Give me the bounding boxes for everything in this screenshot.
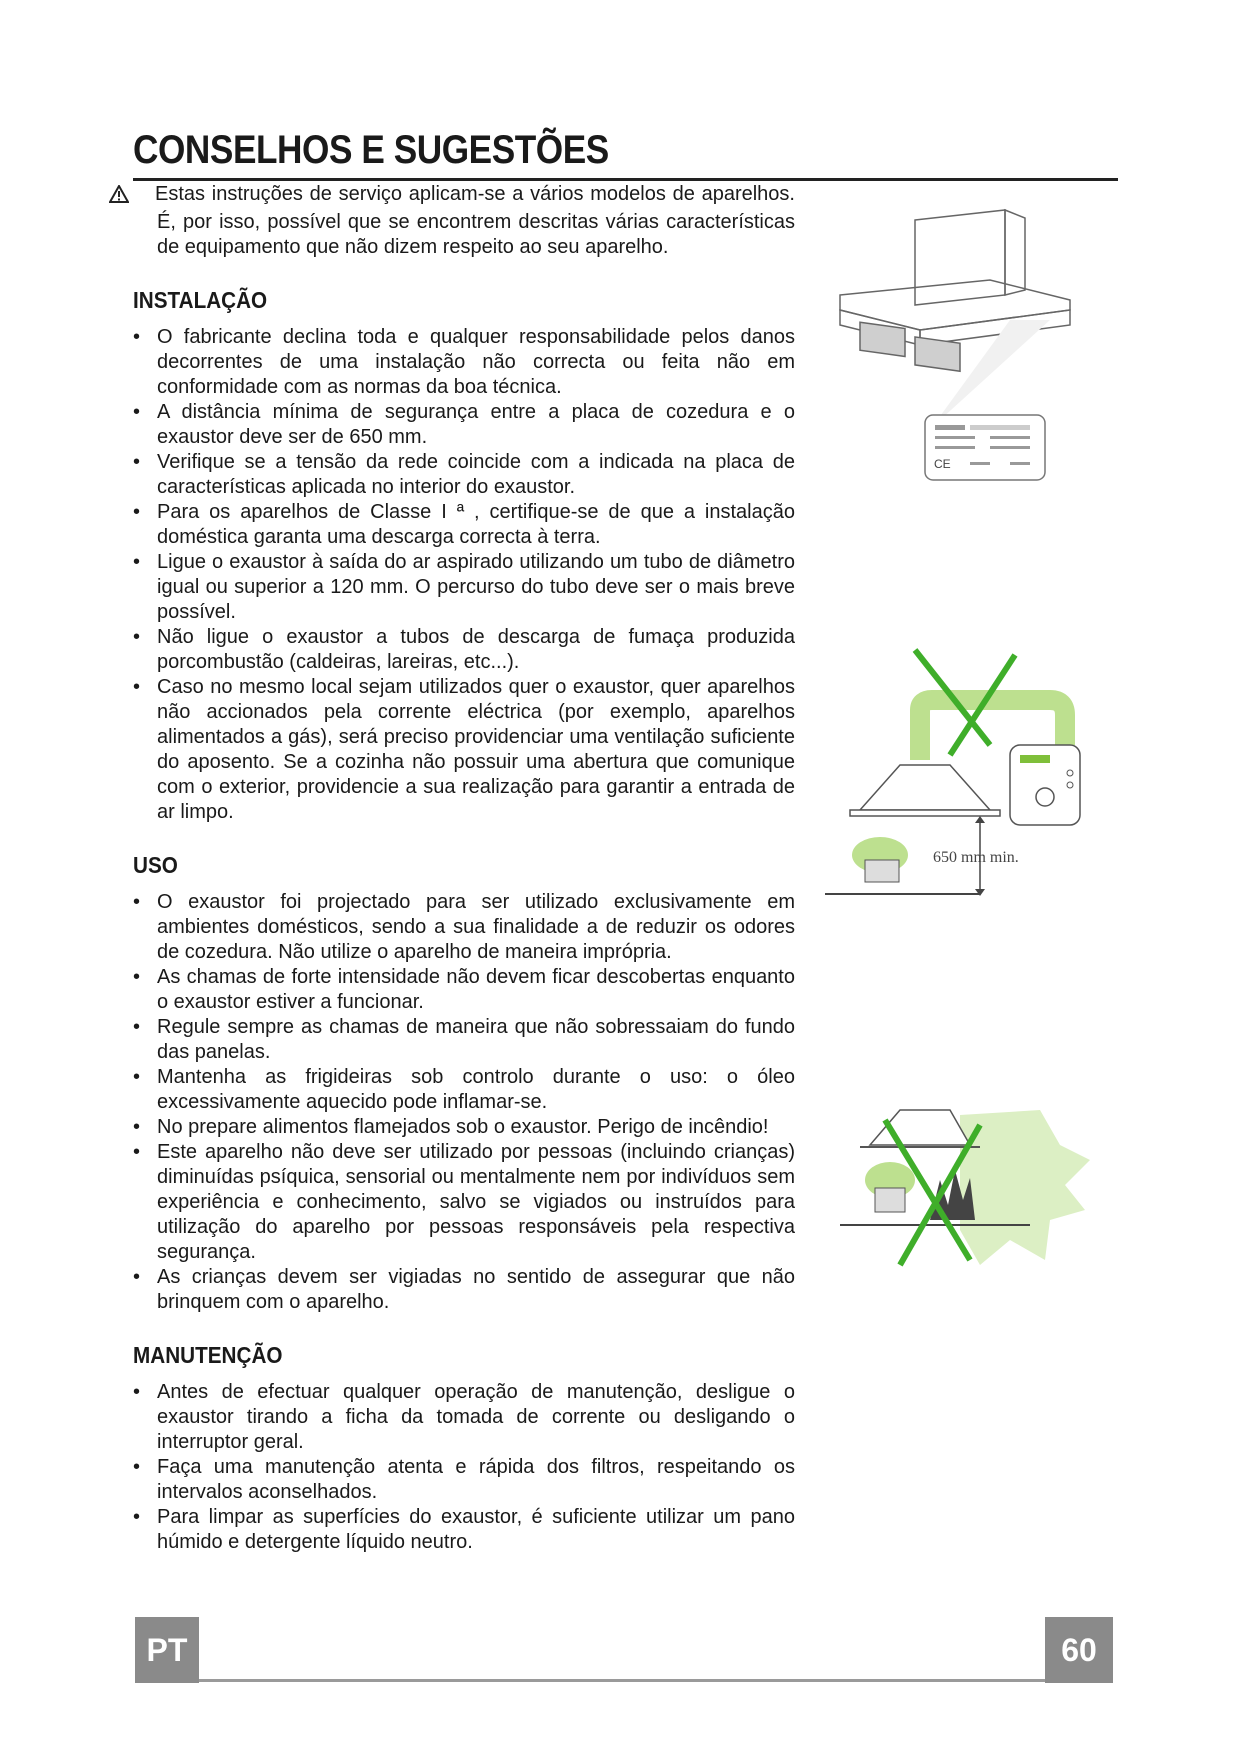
list-item: • Regule sempre as chamas de maneira que não sobressaiam do fundo das panelas. — [133, 1015, 795, 1065]
section-title-manutencao: MANUTENÇÃO — [133, 1342, 283, 1368]
section-title-uso: USO — [133, 852, 178, 878]
list-item: • O exaustor foi projectado para ser utilizado exclusivamente em ambientes domésticos, sendo a sua finalidade a de reduzir os odores de cozedura. Não utilize o aparelho de maneira imprópria. — [133, 890, 795, 965]
page-title: CONSELHOS E SUGESTÕES — [133, 128, 609, 172]
intro-paragraph — [133, 182, 795, 260]
list-item: • Não ligue o exaustor a tubos de descarga de fumaça produzida porcombustão (caldeiras, lareiras, etc...). — [133, 625, 795, 675]
list-manutencao — [133, 1380, 795, 1555]
list-item: • Faça uma manutenção atenta e rápida dos filtros, respeitando os intervalos aconselhados. — [133, 1455, 795, 1505]
distance-label: 650 mm min. — [933, 849, 1019, 866]
list-uso — [133, 890, 795, 1315]
list-item: • As crianças devem ser vigiadas no sentido de assegurar que não brinquem com o aparelho. — [133, 1265, 795, 1315]
list-item: • No prepare alimentos flamejados sob o exaustor. Perigo de incêndio! — [133, 1115, 795, 1140]
page-number: 60 — [1045, 1617, 1113, 1683]
list-item: • As chamas de forte intensidade não devem ficar descobertas enquanto o exaustor estiver a funcionar. — [133, 965, 795, 1015]
list-item: • Antes de efectuar qualquer operação de manutenção, desligue o exaustor tirando a ficha da tomada de corrente ou desligando o interruptor geral. — [133, 1380, 795, 1455]
list-instalacao — [133, 325, 795, 825]
intro-text: Estas instruções de serviço aplicam-se a vários modelos de aparelhos. É, por isso, possível que se encontrem descritas várias características de equipamento que não dizem respeito ao seu aparelho. — [155, 183, 795, 258]
list-item: • Caso no mesmo local sejam utilizados quer o exaustor, quer aparelhos não accionados pela corrente eléctrica (por exemplo, aparelhos alimentados a gás), será preciso providenciar uma ventilação suficiente do aposento. Se a cozinha não possuir uma abertura que comunique com o exterior, providencie a sua realização para garantir a entrada de ar limpo. — [133, 675, 795, 825]
svg-text:CE: CE — [934, 457, 951, 471]
list-item: • Este aparelho não deve ser utilizado por pessoas (incluindo crianças) diminuídas psíquica, sensorial ou mentalmente nem por indivíduos sem experiência e conhecimento, salvo se vigiados ou instruídos para utilização do aparelho por pessoas responsáveis pela respectiva segurança. — [133, 1140, 795, 1265]
list-item: • A distância mínima de segurança entre a placa de cozedura e o exaustor deve ser de 650 mm. — [133, 400, 795, 450]
section-title-instalacao: INSTALAÇÃO — [133, 287, 268, 313]
footer-divider — [199, 1679, 1045, 1682]
title-divider — [133, 178, 1118, 181]
list-item: • O fabricante declina toda e qualquer responsabilidade pelos danos decorrentes de uma instalação não correcta ou feita não em conformidade com as normas da boa técnica. — [133, 325, 795, 400]
list-item: • Verifique se a tensão da rede coincide com a indicada na placa de características aplicada no interior do exaustor. — [133, 450, 795, 500]
warning-icon — [133, 185, 155, 210]
no-flambe-illustration — [830, 1100, 1090, 1300]
list-item: • Mantenha as frigideiras sob controlo durante o uso: o óleo excessivamente aquecido pode inflamar-se. — [133, 1065, 795, 1115]
language-badge: PT — [135, 1617, 199, 1683]
main-content — [133, 182, 795, 1555]
list-item: • Para limpar as superfícies do exaustor, é suficiente utilizar um pano húmido e detergente líquido neutro. — [133, 1505, 795, 1555]
no-gas-duct-illustration — [820, 640, 1120, 920]
list-item: • Ligue o exaustor à saída do ar aspirado utilizando um tubo de diâmetro igual ou superior a 120 mm. O percurso do tubo deve ser o mais breve possível. — [133, 550, 795, 625]
hood-rating-plate-illustration — [830, 200, 1090, 490]
list-item: • Para os aparelhos de Classe I ª , certifique-se de que a instalação doméstica garanta uma descarga correcta à terra. — [133, 500, 795, 550]
